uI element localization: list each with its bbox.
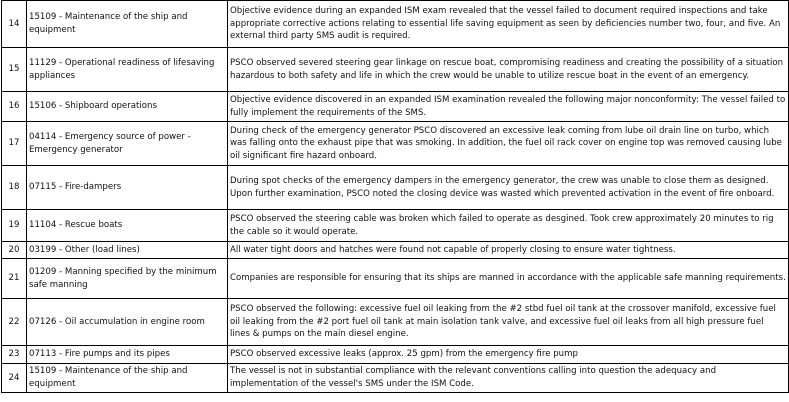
deficiency-description: PSCO observed severed steering gear linkage on rescue boat, compromising readiness and creating the possibility of a situation hazardous to both safety and life in which the crew would be unable to utilize rescue boat in the event of an emergency.: [228, 48, 789, 92]
table-row: [2, 92, 789, 122]
row-number: 21: [2, 259, 27, 299]
table-row: [2, 364, 789, 393]
row-number: 22: [2, 299, 27, 346]
table-row: [2, 48, 789, 92]
deficiency-description: During spot checks of the emergency dampers in the emergency generator, the crew was unable to close them as designed. Upon further examination, PSCO noted the closing device was wasted which prevented activation in the event of fire onboard.: [228, 166, 789, 210]
deficiency-code-category: 03199 - Other (load lines): [27, 242, 228, 259]
deficiency-code-category: 07115 - Fire-dampers: [27, 166, 228, 210]
table-row: [2, 1, 789, 48]
deficiency-code-category: 15109 - Maintenance of the ship and equipment: [27, 1, 228, 48]
deficiency-code-category: 04114 - Emergency source of power - Emergency generator: [27, 122, 228, 166]
row-number: 20: [2, 242, 27, 259]
row-number: 15: [2, 48, 27, 92]
deficiency-description: PSCO observed the steering cable was broken which failed to operate as desgined. Took crew approximately 20 minutes to rig the cable so it would operate.: [228, 210, 789, 242]
table-row: [2, 122, 789, 166]
deficiency-description: PSCO observed excessive leaks (approx. 25 gpm) from the emergency fire pump: [228, 346, 789, 364]
deficiency-description: The vessel is not in substantial compliance with the relevant conventions calling into question the adequacy and implementation of the vessel's SMS under the ISM Code.: [228, 364, 789, 393]
deficiency-table: [1, 0, 789, 393]
table-row: [2, 346, 789, 364]
row-number: 14: [2, 1, 27, 48]
table-row: [2, 259, 789, 299]
deficiency-code-category: 15106 - Shipboard operations: [27, 92, 228, 122]
row-number: 19: [2, 210, 27, 242]
deficiency-code-category: 07113 - Fire pumps and its pipes: [27, 346, 228, 364]
deficiency-description: Objective evidence during an expanded ISM exam revealed that the vessel failed to document required inspections and take appropriate corrective actions relating to essential life saving equipment as seen by deficiencies number two, four, and five. An external third party SMS audit is required.: [228, 1, 789, 48]
row-number: 18: [2, 166, 27, 210]
table-row: [2, 166, 789, 210]
row-number: 17: [2, 122, 27, 166]
deficiency-code-category: 15109 - Maintenance of the ship and equipment: [27, 364, 228, 393]
deficiency-code-category: 07126 - Oil accumulation in engine room: [27, 299, 228, 346]
table-row: [2, 210, 789, 242]
deficiency-description: Objective evidence discovered in an expanded ISM examination revealed the following major nonconformity: The vessel failed to fully implement the requirements of the SMS.: [228, 92, 789, 122]
deficiency-description: Companies are responsible for ensuring that its ships are manned in accordance with the applicable safe manning requirements.: [228, 259, 789, 299]
row-number: 23: [2, 346, 27, 364]
deficiency-description: PSCO observed the following: excessive fuel oil leaking from the #2 stbd fuel oil tank at the crossover manifold, excessive fuel oil leaking from the #2 port fuel oil tank at main isolation tank valve, and excessive fuel oil leaks from all high pressure fuel lines & pumps on the main diesel engine.: [228, 299, 789, 346]
deficiency-description: All water tight doors and hatches were found not capable of properly closing to ensure water tightness.: [228, 242, 789, 259]
row-number: 16: [2, 92, 27, 122]
deficiency-description: During check of the emergency generator PSCO discovered an excessive leak coming from lube oil drain line on turbo, which was falling onto the exhaust pipe that was smoking. In addition, the fuel oil rack cover on engine top was removed causing lube oil significant fire hazard onboard.: [228, 122, 789, 166]
deficiency-code-category: 11129 - Operational readiness of lifesaving appliances: [27, 48, 228, 92]
table-row: [2, 242, 789, 259]
row-number: 24: [2, 364, 27, 393]
table-row: [2, 299, 789, 346]
deficiency-code-category: 11104 - Rescue boats: [27, 210, 228, 242]
deficiency-code-category: 01209 - Manning specified by the minimum safe manning: [27, 259, 228, 299]
